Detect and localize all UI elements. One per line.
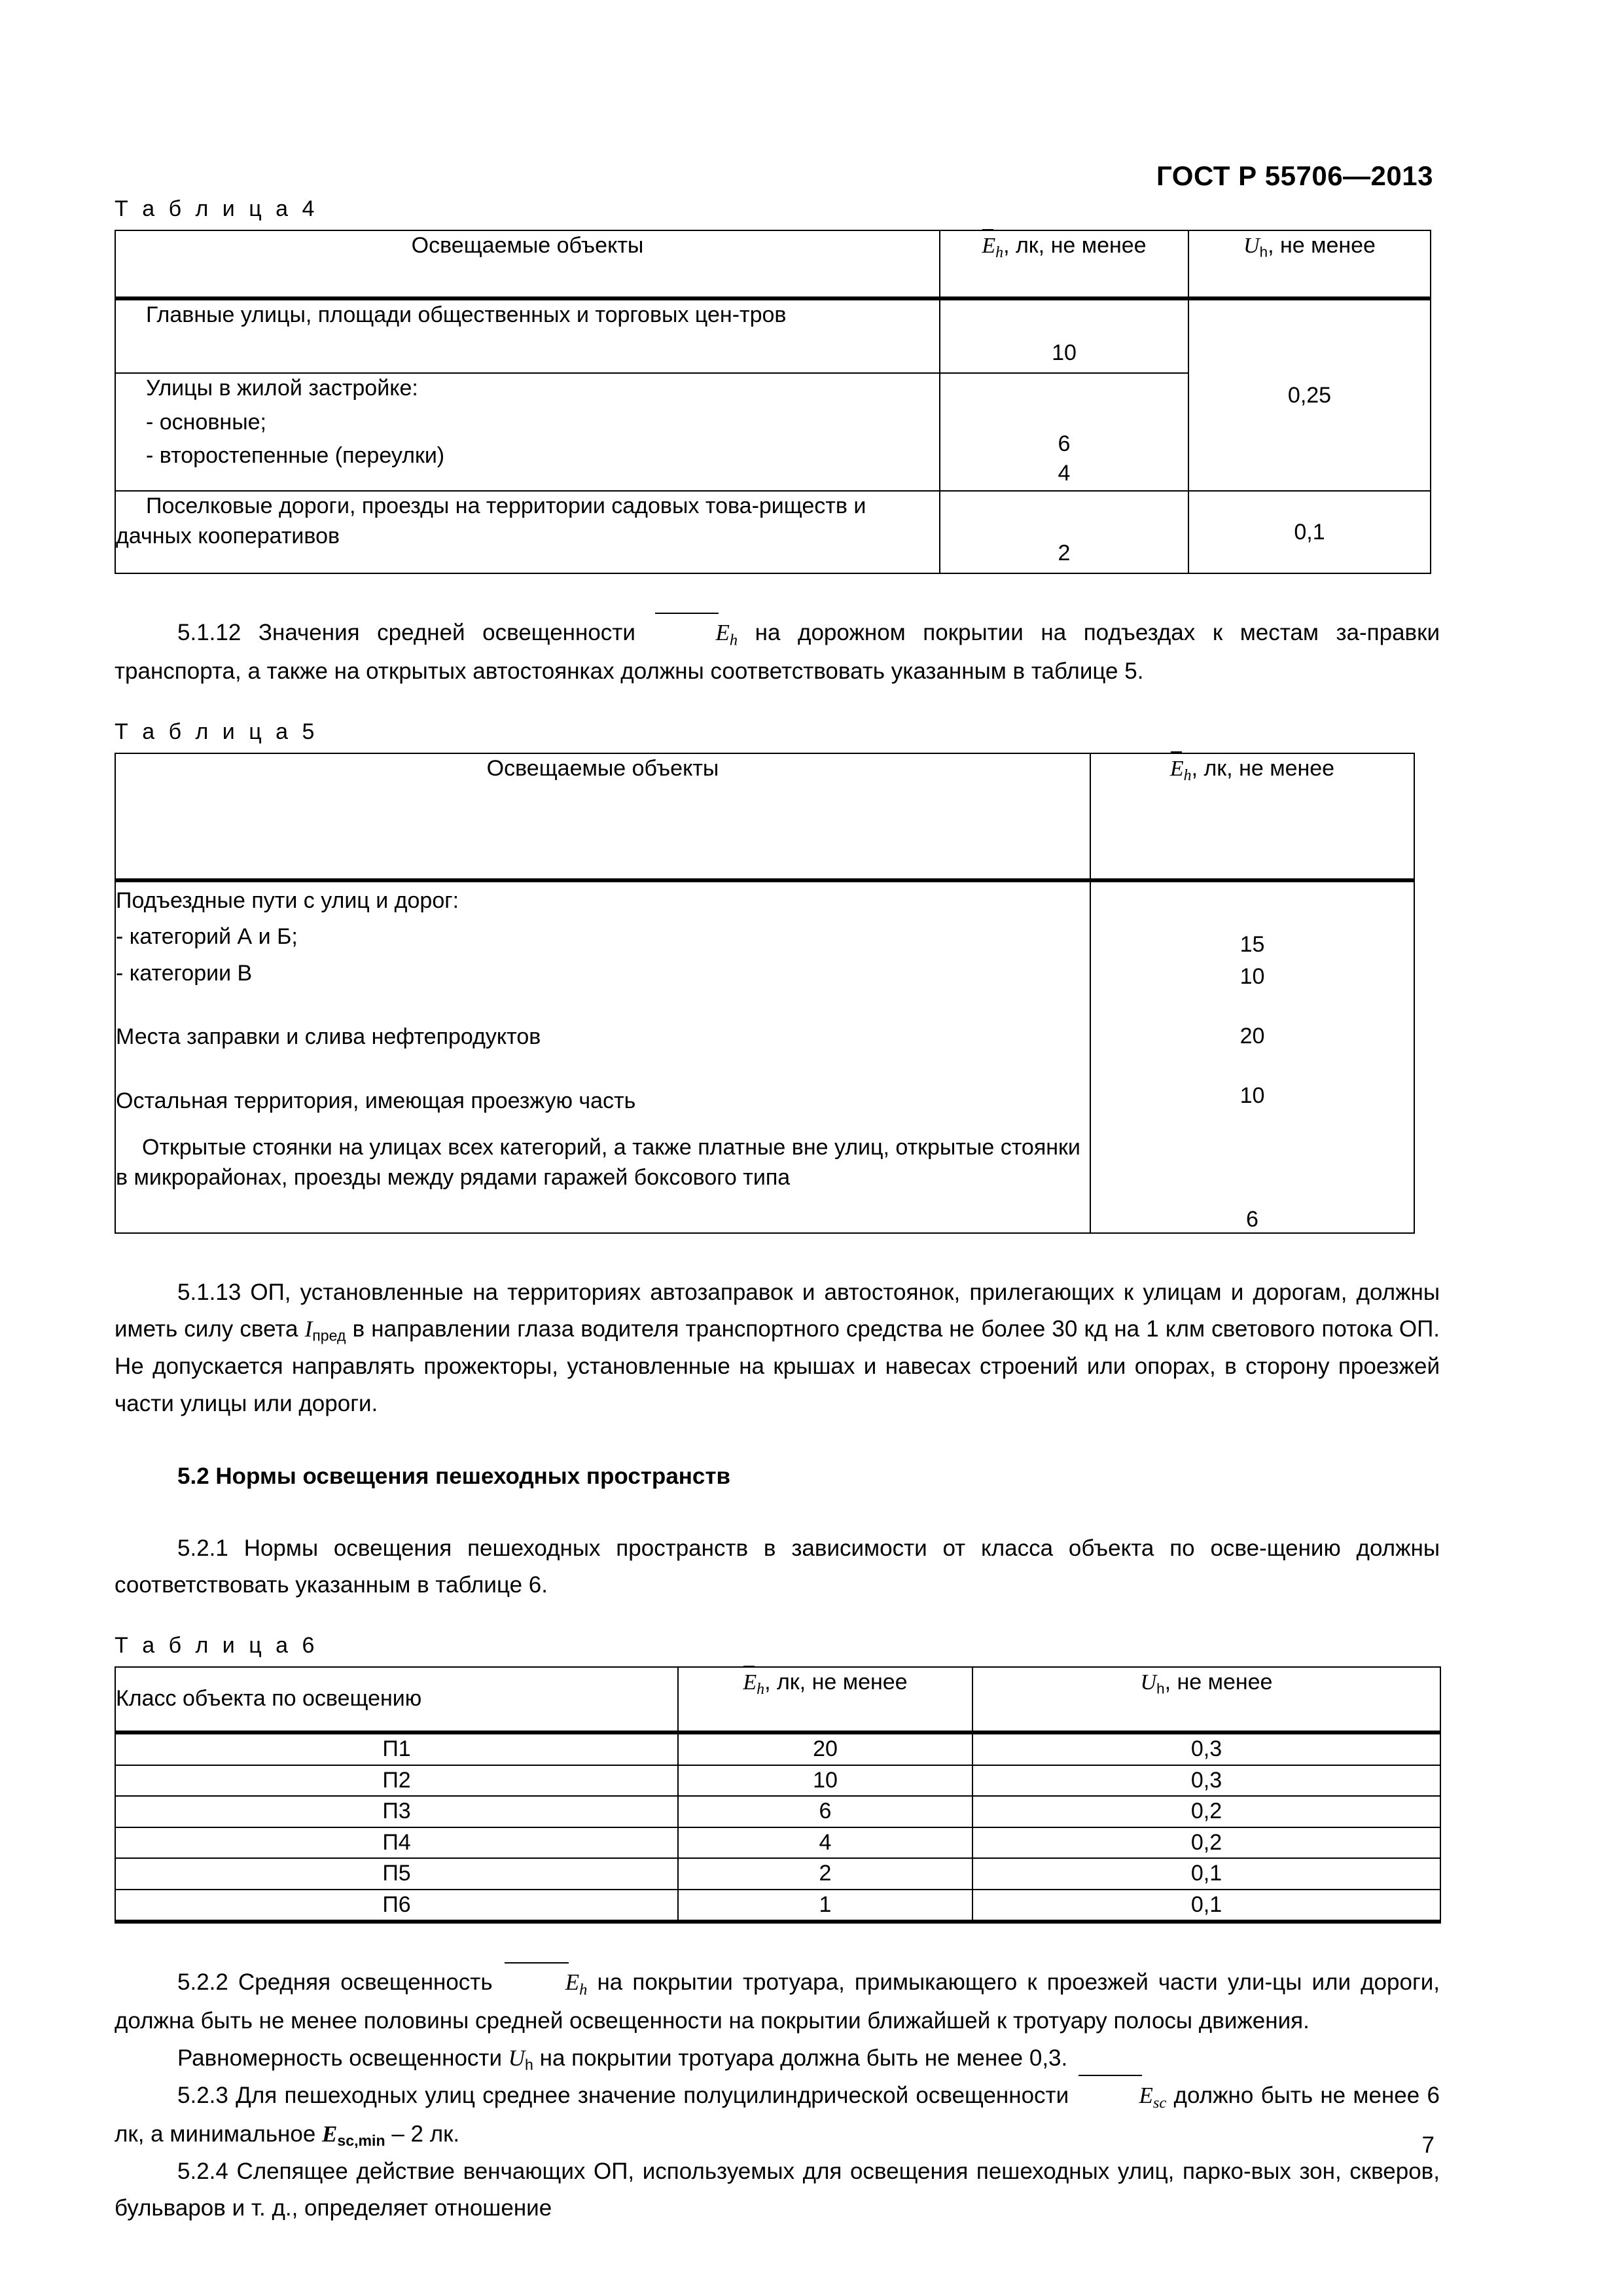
table4-cell-eh: 6 4 <box>940 373 1188 491</box>
eh-subscript: h <box>1183 766 1192 784</box>
para-text-part2: на покрытии тротуара должна быть не менее 0,3. <box>539 2045 1068 2072</box>
paragraph-uniformity <box>115 2040 1440 2077</box>
paragraph-5-2-4 <box>115 2153 1440 2227</box>
table4-header-objects: Освещаемые объекты <box>115 230 940 298</box>
uh-suffix: , не менее <box>1164 1670 1273 1695</box>
esc-min-subscript: sc,min <box>337 2132 385 2149</box>
table6-cell-eh: 20 <box>678 1732 972 1765</box>
table5-header-eh <box>1090 753 1414 880</box>
table-6 <box>115 1666 1441 1924</box>
eh-symbol: E <box>743 1668 757 1698</box>
table5-header-row <box>115 753 1414 880</box>
table6-cell-eh: 2 <box>678 1858 972 1890</box>
table4-header-row <box>115 230 1431 298</box>
table6-cell-eh: 4 <box>678 1827 972 1859</box>
uh-symbol: U <box>1140 1670 1157 1695</box>
table6-header-class: Класс объекта по освещению <box>115 1667 678 1732</box>
table4-row <box>115 298 1431 373</box>
eh-subscript: h <box>729 631 738 649</box>
table6-cell-class: П3 <box>115 1796 678 1827</box>
i-pred-subscript: пред <box>312 1327 346 1344</box>
table6-cell-uh: 0,3 <box>972 1732 1440 1765</box>
table6-caption: Т а б л и ц а 6 <box>115 1633 319 1659</box>
paragraph-5-2-2 <box>115 1964 1440 2040</box>
page-content <box>115 196 1440 2227</box>
eh-symbol: E <box>1170 754 1184 784</box>
esc-min-symbol: E <box>322 2121 338 2147</box>
uh-suffix: , не менее <box>1268 233 1376 258</box>
table-4 <box>115 230 1431 574</box>
table6-row <box>115 1890 1440 1922</box>
table6-row <box>115 1732 1440 1765</box>
table6-cell-uh: 0,1 <box>972 1858 1440 1890</box>
table4-row <box>115 491 1431 573</box>
table6-cell-class: П4 <box>115 1827 678 1859</box>
table4-cell-object: Главные улицы, площади общественных и торговых цен-тров <box>115 298 940 373</box>
page-number: 7 <box>1421 2132 1435 2158</box>
para-text-part1: Средняя освещенность <box>238 1969 493 1996</box>
table6-header-row <box>115 1667 1440 1732</box>
i-pred-symbol: I <box>304 1316 313 1342</box>
eh-symbol: E <box>652 615 729 652</box>
paragraph-5-2-3 <box>115 2077 1440 2153</box>
para-number: 5.1.13 <box>177 1279 241 1305</box>
paragraph-5-1-13 <box>115 1274 1440 1423</box>
table5-cell-values: 15 10 20 10 6 <box>1090 880 1414 1233</box>
table6-cell-class: П2 <box>115 1765 678 1797</box>
table5-body-row <box>115 880 1414 1233</box>
para-text-part1: ОП, установленные на территориях автозаправок и автостоянок, прилегающих к улицам и дорогам, должны иметь силу света <box>115 1279 1440 1342</box>
para-text: Нормы освещения пешеходных пространств в зависимости от класса объекта по осве-щению должны соответствовать указанным в таблице 6. <box>115 1535 1440 1598</box>
para-text-before: Значения средней освещенности <box>258 620 635 645</box>
table6-cell-uh: 0,3 <box>972 1765 1440 1797</box>
paragraph-5-2-1 <box>115 1530 1440 1604</box>
table-5 <box>115 753 1415 1234</box>
uh-subscript: h <box>1156 1680 1165 1697</box>
eh-subscript: h <box>757 1681 765 1698</box>
table6-cell-uh: 0,2 <box>972 1796 1440 1827</box>
eh-subscript: h <box>579 1981 588 1999</box>
para-text-after: на дорожном покрытии на подъездах к местам за-правки транспорта, а также на открытых автостоянках должны соответствовать указанным в таблице 5. <box>115 620 1440 685</box>
esc-symbol: E <box>1076 2077 1152 2115</box>
para-number: 5.2.4 <box>177 2158 228 2184</box>
para-text-part3: – 2 лк. <box>391 2121 460 2147</box>
table6-row <box>115 1858 1440 1890</box>
table4-header-uh <box>1188 230 1431 298</box>
table6-header-uh <box>972 1667 1440 1732</box>
document-header-standard-id: ГОСТ Р 55706—2013 <box>1156 160 1433 191</box>
table4-cell-eh: 10 <box>940 298 1188 373</box>
para-number: 5.2.1 <box>177 1535 228 1561</box>
table6-cell-eh: 6 <box>678 1796 972 1827</box>
uh-subscript: h <box>1259 243 1268 260</box>
table5-header-objects: Освещаемые объекты <box>115 753 1090 880</box>
eh-suffix: , лк, не менее <box>1191 755 1335 781</box>
eh-suffix: , лк, не менее <box>764 1670 908 1695</box>
para-number: 5.2.2 <box>177 1969 228 1996</box>
table5-cell-objects: Подъездные пути с улиц и дорог: - категорий А и Б; - категории В Места заправки и слива нефтепродуктов Остальная территория, имеющая проезжую часть Открытые стоянки на улицах всех категорий, а также платные вне улиц, открытые стоянки в микрорайонах, проезды между рядами гаражей боксового типа <box>115 880 1090 1233</box>
table4-cell-object: Улицы в жилой застройке: - основные; - второстепенные (переулки) <box>115 373 940 491</box>
uh-symbol: U <box>508 2045 526 2072</box>
esc-subscript: sc <box>1152 2094 1167 2112</box>
table4-cell-eh: 2 <box>940 491 1188 573</box>
table6-row <box>115 1765 1440 1797</box>
uh-subscript: h <box>525 2056 533 2073</box>
eh-symbol: E <box>503 1964 579 2001</box>
para-text-part2: на покрытии тротуара, примыкающего к проезжей части ули-цы или дороги, должна быть не менее половины средней освещенности на покрытии ближайшей к тротуару полосы движения. <box>115 1969 1440 2034</box>
table6-cell-eh: 1 <box>678 1890 972 1922</box>
para-number: 5.2.3 <box>177 2082 228 2108</box>
table6-cell-uh: 0,2 <box>972 1827 1440 1859</box>
table6-cell-class: П6 <box>115 1890 678 1922</box>
table6-row <box>115 1796 1440 1827</box>
table4-caption: Т а б л и ц а 4 <box>115 196 319 221</box>
eh-symbol: E <box>982 231 995 261</box>
table6-cell-class: П1 <box>115 1732 678 1765</box>
eh-subscript: h <box>995 244 1004 262</box>
table6-row <box>115 1827 1440 1859</box>
para-text-part2: должно быть не менее 6 лк, а минимальное <box>115 2082 1440 2147</box>
table5-caption: Т а б л и ц а 5 <box>115 719 319 744</box>
para-text-part2: в направлении глаза водителя транспортного средства не более 30 кд на 1 клм светового потока ОП. Не допускается направлять прожекторы, установленные на крышах и навесах строений или опорах, в сторону проезжей части улицы или дороги. <box>115 1316 1440 1416</box>
para-text-part1: Равномерность освещенности <box>177 2045 503 2072</box>
section-heading-5-2: 5.2 Нормы освещения пешеходных пространств <box>177 1463 731 1489</box>
para-text: Слепящее действие венчающих ОП, используемых для освещения пешеходных улиц, парко-вых зон, скверов, бульваров и т. д., определяет отношение <box>115 2158 1440 2221</box>
table4-header-eh <box>940 230 1188 298</box>
uh-symbol: U <box>1243 234 1260 258</box>
table4-cell-uh: 0,25 <box>1188 298 1431 491</box>
table6-cell-uh: 0,1 <box>972 1890 1440 1922</box>
eh-suffix: , лк, не менее <box>1003 233 1147 258</box>
table4-cell-object: Поселковые дороги, проезды на территории садовых това-риществ и дачных кооперативов <box>115 491 940 573</box>
para-number: 5.1.12 <box>177 620 241 645</box>
table6-cell-eh: 10 <box>678 1765 972 1797</box>
paragraph-5-1-12 <box>115 615 1440 691</box>
table6-header-eh <box>678 1667 972 1732</box>
table4-cell-uh: 0,1 <box>1188 491 1431 573</box>
table6-cell-class: П5 <box>115 1858 678 1890</box>
para-text-part1: Для пешеходных улиц среднее значение полуцилиндрической освещенности <box>236 2082 1069 2108</box>
